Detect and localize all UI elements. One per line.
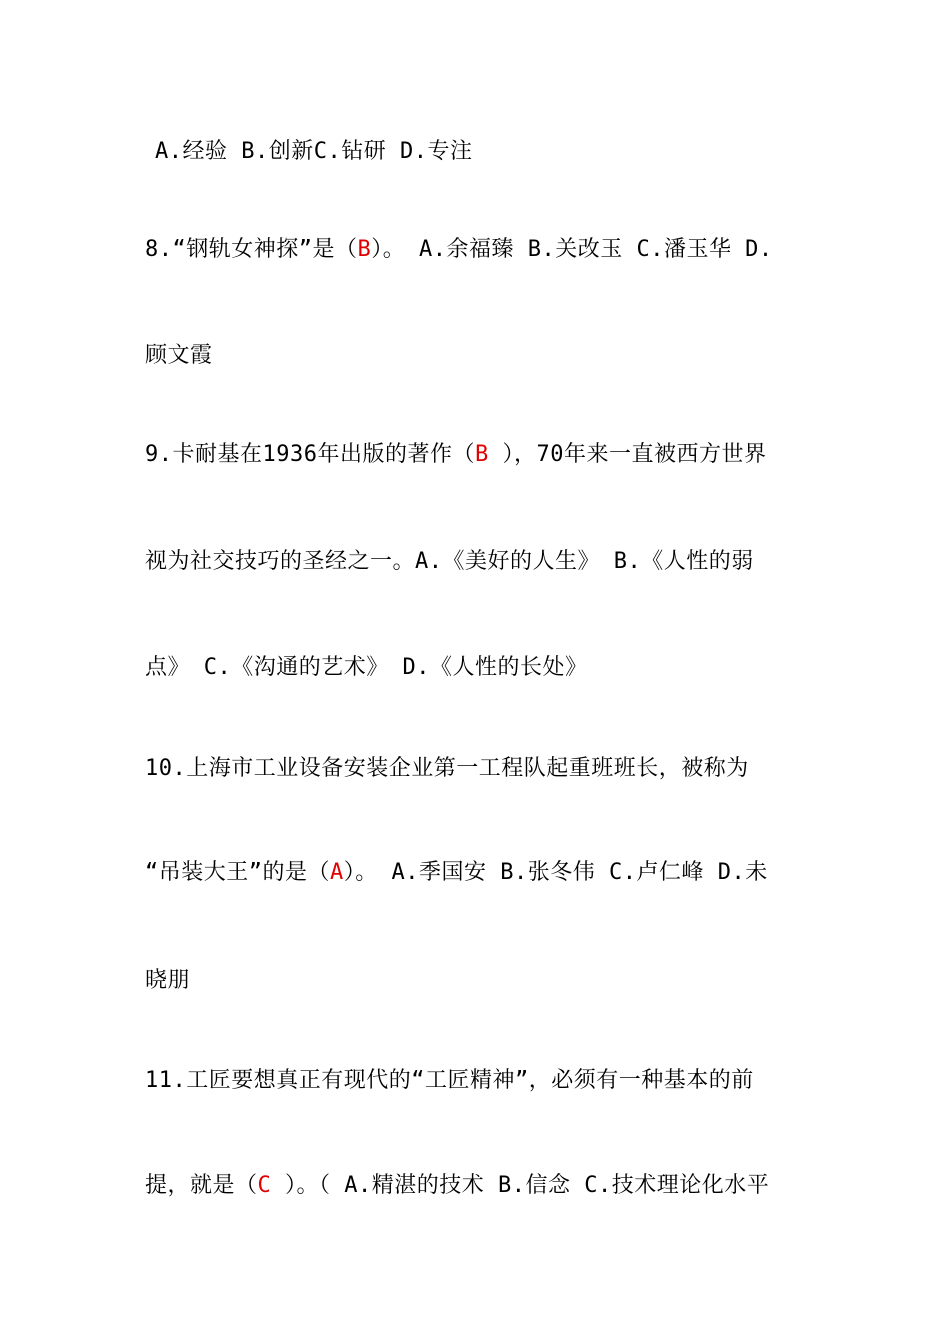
question-10-line-3 bbox=[145, 966, 810, 996]
line-text: A.经验 B.创新C.钻研 D.专注 bbox=[155, 139, 473, 164]
question-text: “吊装大王”的是（ bbox=[145, 860, 330, 885]
options-text: ）。 A.季国安 B.张冬伟 C.卢仁峰 D.未 bbox=[343, 860, 768, 885]
question-9-line-2 bbox=[145, 547, 810, 577]
line-text: 点》 C.《沟通的艺术》 D.《人性的长处》 bbox=[145, 655, 588, 680]
line-text: 晓朋 bbox=[145, 968, 191, 993]
question-9-line-3 bbox=[145, 653, 810, 683]
question-10-line-2 bbox=[145, 858, 810, 888]
question-text: 8.“钢轨女神探”是（ bbox=[145, 237, 358, 262]
question-11-line-2 bbox=[145, 1171, 810, 1201]
answer-mark: A bbox=[330, 860, 344, 885]
question-11-line-1 bbox=[145, 1066, 810, 1096]
answer-mark: C bbox=[257, 1173, 272, 1198]
options-text: ）。 A.余福臻 B.关改玉 C.潘玉华 D. bbox=[371, 237, 773, 262]
answer-mark: B bbox=[474, 442, 489, 467]
line-text: 10.上海市工业设备安装企业第一工程队起重班班长，被称为 bbox=[145, 756, 749, 781]
question-9-line-1 bbox=[145, 440, 810, 470]
line-text: 11.工匠要想真正有现代的“工匠精神”，必须有一种基本的前 bbox=[145, 1068, 754, 1093]
question-text: 9.卡耐基在1936年出版的著作（ bbox=[145, 442, 475, 467]
question-text: 提，就是（ bbox=[145, 1173, 258, 1198]
question-10-line-1 bbox=[145, 754, 810, 784]
question-8-line-2 bbox=[145, 341, 810, 371]
line-text: 顾文霞 bbox=[145, 343, 213, 368]
answer-mark: B bbox=[357, 237, 372, 262]
options-line-q7 bbox=[155, 137, 820, 167]
line-text: 视为社交技巧的圣经之一。A.《美好的人生》 B.《人性的弱 bbox=[145, 549, 754, 574]
options-text: ）。（ A.精湛的技术 B.信念 C.技术理论化水平 bbox=[271, 1173, 770, 1198]
question-text-continued: ），70年来一直被西方世界 bbox=[488, 442, 767, 467]
question-8-line-1 bbox=[145, 235, 810, 265]
